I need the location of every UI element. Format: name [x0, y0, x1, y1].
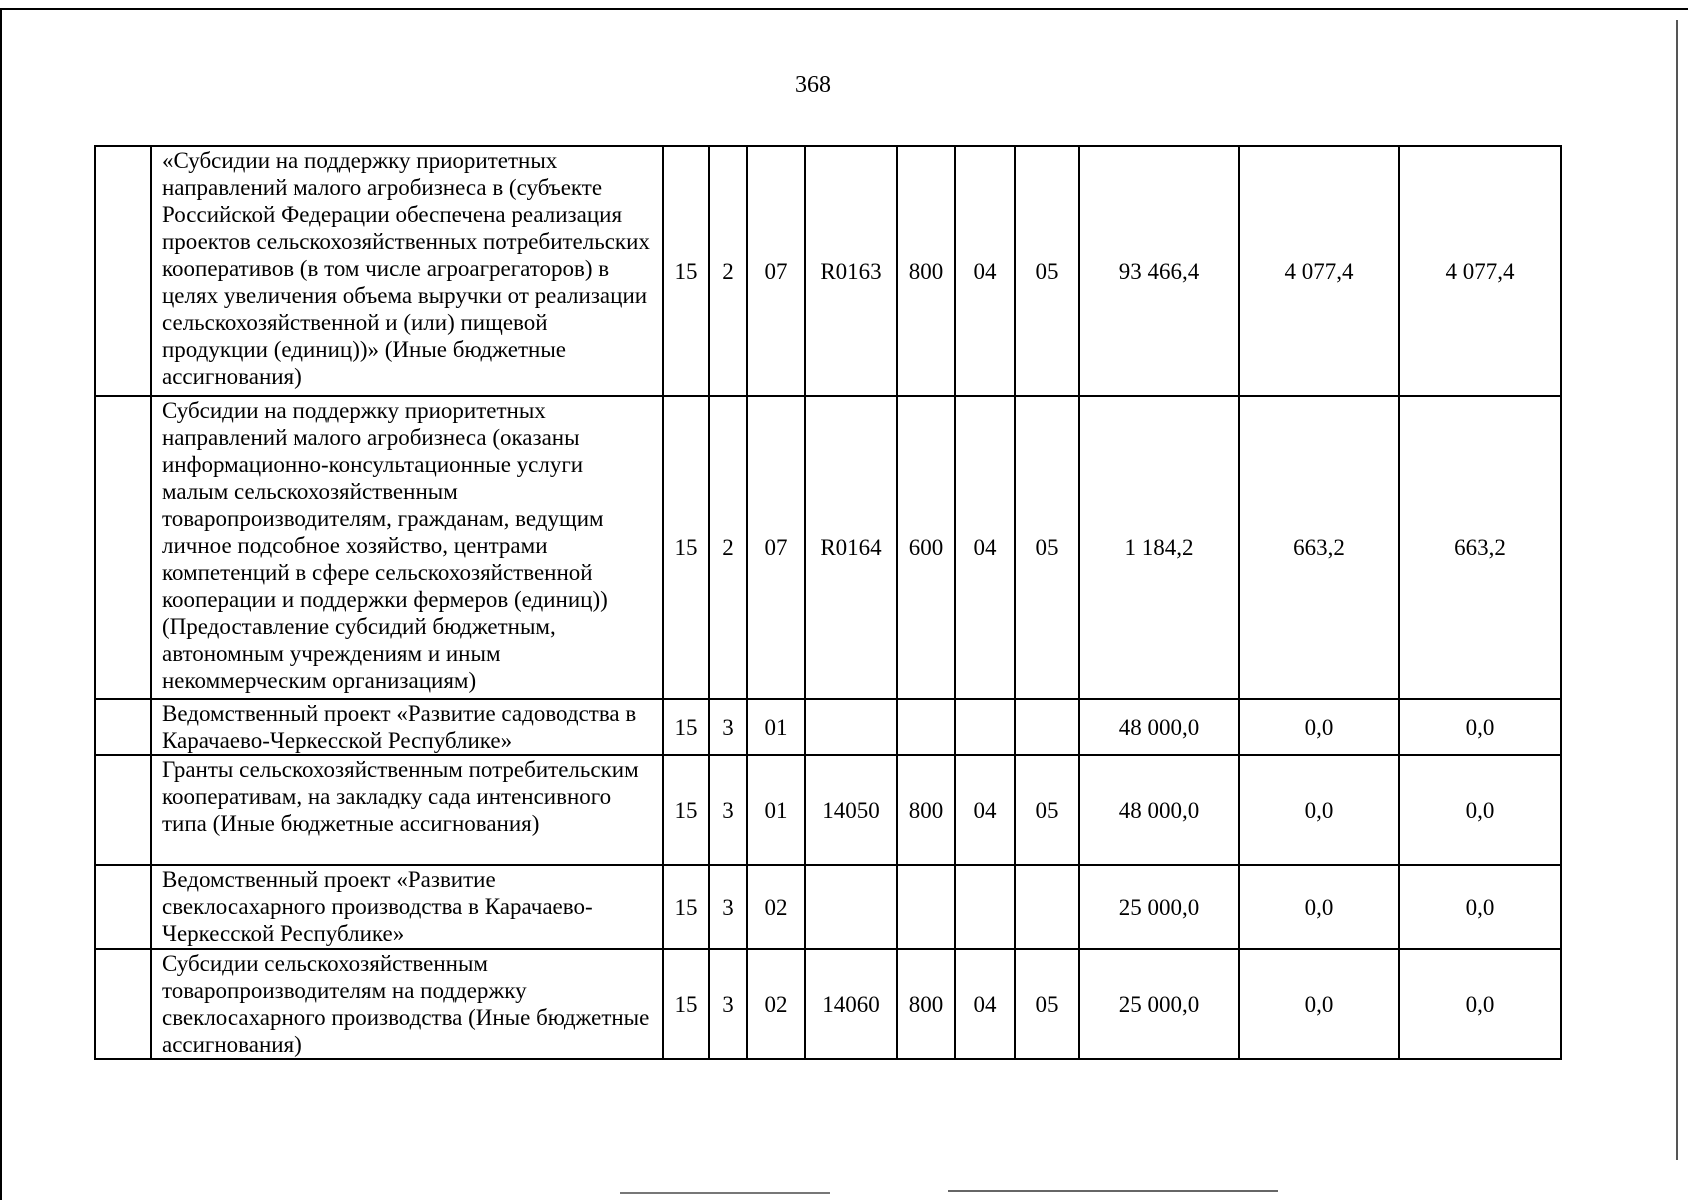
code-cell: [1015, 699, 1079, 755]
amount-cell: 25 000,0: [1079, 865, 1239, 949]
code-cell: 600: [897, 396, 955, 699]
amount-cell: 48 000,0: [1079, 699, 1239, 755]
code-cell: 15: [663, 755, 709, 865]
row-marker-cell: [95, 396, 151, 699]
code-cell: 05: [1015, 949, 1079, 1059]
amount-cell: 0,0: [1399, 699, 1561, 755]
amount-cell: 0,0: [1399, 865, 1561, 949]
amount-cell: 93 466,4: [1079, 146, 1239, 396]
code-cell: [805, 865, 897, 949]
amount-cell: 0,0: [1239, 949, 1399, 1059]
row-marker-cell: [95, 699, 151, 755]
code-cell: 15: [663, 699, 709, 755]
code-cell: 01: [747, 699, 805, 755]
code-cell: 3: [709, 949, 747, 1059]
page-number: 368: [795, 72, 831, 98]
code-cell: [805, 699, 897, 755]
row-name: Субсидии на поддержку приоритетных направлений малого агробизнеса (оказаны информационно-консультационные услуги малым сельскохозяйственным товаропроизводителям, гражданам, ведущим личное подсобное хозяйство, центрами компетенций в сфере сельскохозяйственной кооперации и поддержки фермеров (единиц)) (Предоставление субсидий бюджетным, автономным учреждениям и иным некоммерческим организациям): [151, 396, 663, 699]
code-cell: [955, 699, 1015, 755]
amount-cell: 48 000,0: [1079, 755, 1239, 865]
table-row: [95, 949, 1561, 1059]
code-cell: [897, 865, 955, 949]
code-cell: [897, 699, 955, 755]
code-cell: 14050: [805, 755, 897, 865]
amount-cell: 0,0: [1239, 865, 1399, 949]
row-marker-cell: [95, 146, 151, 396]
code-cell: 800: [897, 755, 955, 865]
code-cell: 02: [747, 949, 805, 1059]
row-name: Гранты сельскохозяйственным потребительским кооперативам, на закладку сада интенсивного типа (Иные бюджетные ассигнования): [151, 755, 663, 865]
amount-cell: 4 077,4: [1399, 146, 1561, 396]
code-cell: 2: [709, 396, 747, 699]
code-cell: 15: [663, 146, 709, 396]
amount-cell: 0,0: [1239, 755, 1399, 865]
amount-cell: 663,2: [1399, 396, 1561, 699]
amount-cell: 0,0: [1239, 699, 1399, 755]
row-marker-cell: [95, 949, 151, 1059]
row-marker-cell: [95, 865, 151, 949]
row-name: Ведомственный проект «Развитие свеклосахарного производства в Карачаево-Черкесской Республике»: [151, 865, 663, 949]
scan-edge-right: [1676, 20, 1678, 1160]
code-cell: 04: [955, 146, 1015, 396]
code-cell: 04: [955, 755, 1015, 865]
amount-cell: 663,2: [1239, 396, 1399, 699]
code-cell: 15: [663, 949, 709, 1059]
code-cell: 05: [1015, 396, 1079, 699]
amount-cell: 0,0: [1399, 949, 1561, 1059]
code-cell: 3: [709, 755, 747, 865]
scan-artifact-rule: [620, 1192, 830, 1194]
code-cell: 2: [709, 146, 747, 396]
code-cell: 07: [747, 396, 805, 699]
code-cell: 04: [955, 949, 1015, 1059]
code-cell: [1015, 865, 1079, 949]
code-cell: 14060: [805, 949, 897, 1059]
code-cell: 02: [747, 865, 805, 949]
amount-cell: 1 184,2: [1079, 396, 1239, 699]
code-cell: 3: [709, 865, 747, 949]
code-cell: R0164: [805, 396, 897, 699]
table-row: [95, 396, 1561, 699]
code-cell: 01: [747, 755, 805, 865]
code-cell: 05: [1015, 146, 1079, 396]
amount-cell: 4 077,4: [1239, 146, 1399, 396]
scan-edge-left: [0, 8, 2, 1200]
budget-table: [94, 145, 1562, 1060]
code-cell: 15: [663, 865, 709, 949]
table-row: [95, 699, 1561, 755]
code-cell: [955, 865, 1015, 949]
code-cell: 800: [897, 146, 955, 396]
code-cell: 800: [897, 949, 955, 1059]
code-cell: 04: [955, 396, 1015, 699]
row-marker-cell: [95, 755, 151, 865]
code-cell: R0163: [805, 146, 897, 396]
row-name: Субсидии сельскохозяйственным товаропроизводителям на поддержку свеклосахарного производства (Иные бюджетные ассигнования): [151, 949, 663, 1059]
code-cell: 15: [663, 396, 709, 699]
table-row: [95, 755, 1561, 865]
scan-edge-top: [0, 8, 1688, 10]
table-row: [95, 146, 1561, 396]
code-cell: 07: [747, 146, 805, 396]
row-name: «Субсидии на поддержку приоритетных направлений малого агробизнеса в (субъекте Российской Федерации обеспечена реализация проектов сельскохозяйственных потребительских кооперативов (в том числе агроагрегаторов) в целях увеличения объема выручки от реализации сельскохозяйственной и (или) пищевой продукции (единиц))» (Иные бюджетные ассигнования): [151, 146, 663, 396]
row-name: Ведомственный проект «Развитие садоводства в Карачаево-Черкесской Республике»: [151, 699, 663, 755]
amount-cell: 25 000,0: [1079, 949, 1239, 1059]
table-row: [95, 865, 1561, 949]
code-cell: 3: [709, 699, 747, 755]
scan-artifact-rule: [948, 1190, 1278, 1192]
amount-cell: 0,0: [1399, 755, 1561, 865]
code-cell: 05: [1015, 755, 1079, 865]
